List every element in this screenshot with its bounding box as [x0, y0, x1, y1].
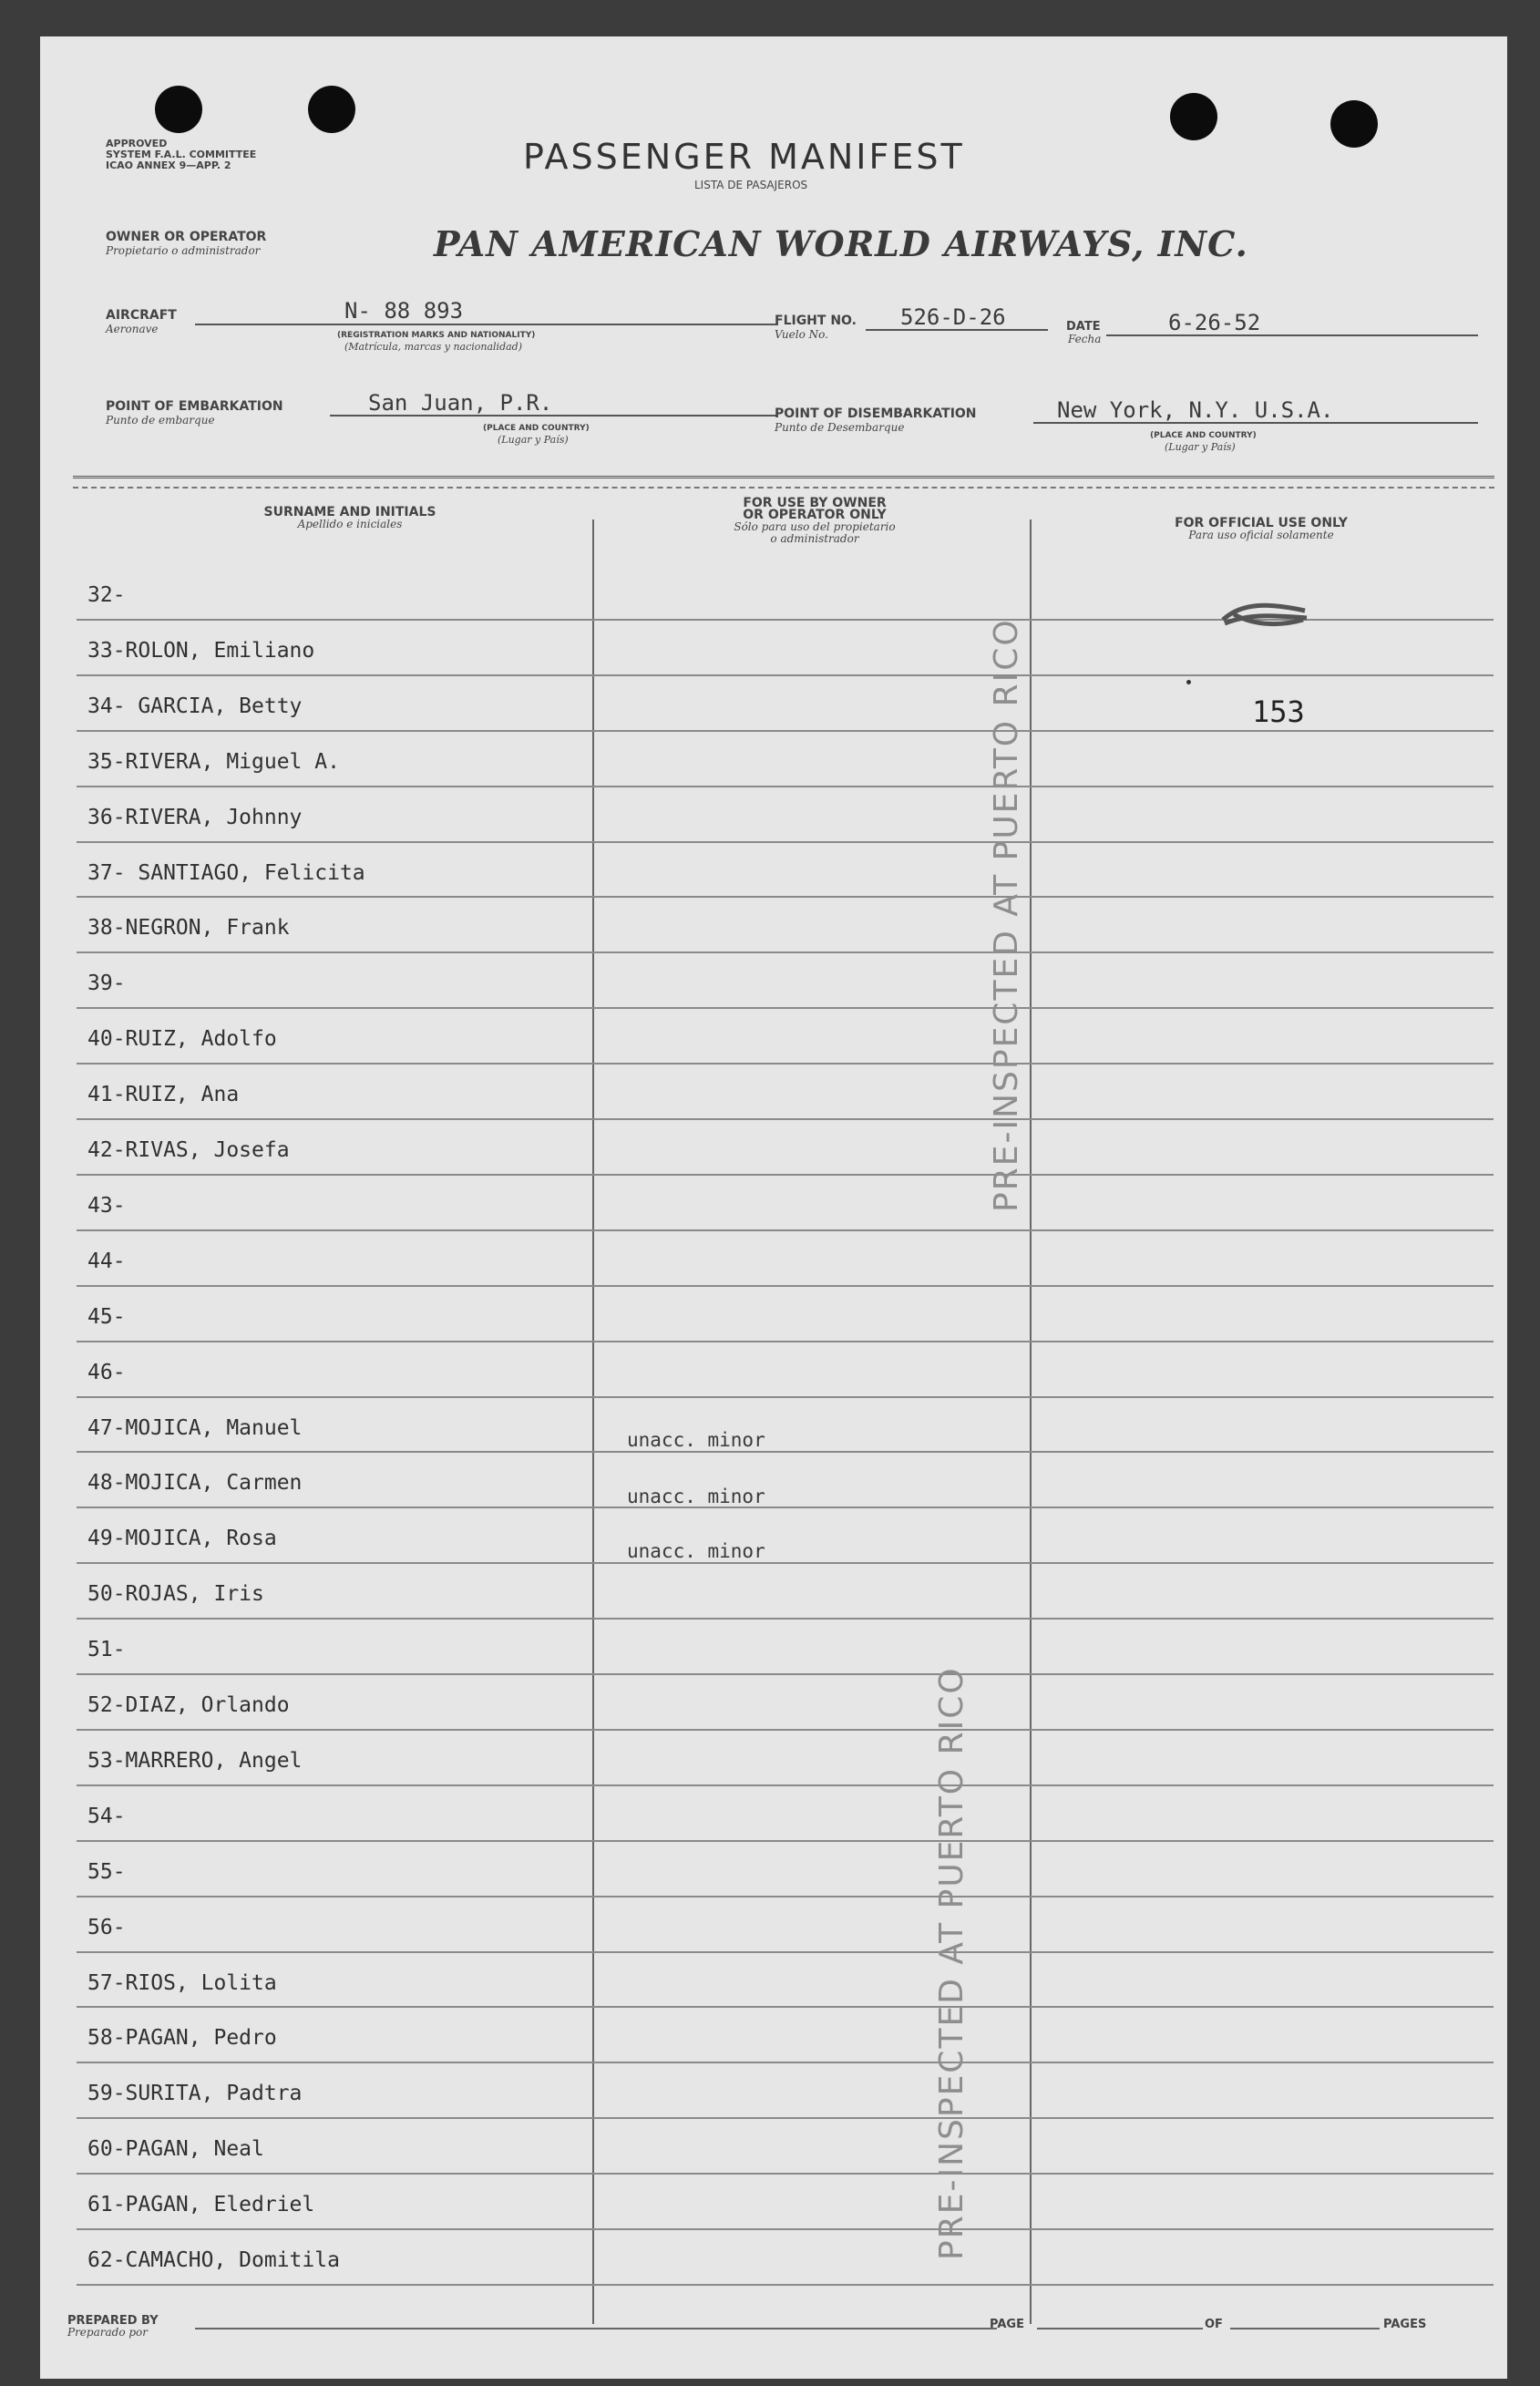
passenger-name: MOJICA, Rosa: [125, 1527, 277, 1551]
row-number: 38-: [87, 916, 126, 941]
page-title-es: LISTA DE PASAJEROS: [694, 179, 808, 191]
passenger-name: RUIZ, Adolfo: [125, 1027, 277, 1052]
passenger-row: [87, 916, 290, 940]
row-number: 62-: [87, 2248, 126, 2272]
embarkation-label: POINT OF EMBARKATION: [106, 399, 283, 414]
surname-header-es: Apellido e iniciales: [297, 518, 403, 530]
owner-use-header-1: FOR USE BY OWNER: [743, 496, 887, 510]
official-header-en: FOR OFFICIAL USE ONLY: [1175, 516, 1348, 530]
row-number: 44-: [87, 1249, 126, 1273]
owner-use-header-4: o administrador: [770, 532, 859, 545]
row-number: 52-: [87, 1693, 126, 1717]
passenger-row: [87, 806, 302, 829]
passenger-name: CAMACHO, Domitila: [125, 2248, 340, 2272]
row-divider: [77, 2117, 1494, 2119]
disembarkation-label-es: Punto de Desembarque: [775, 421, 905, 434]
date-label: DATE: [1066, 320, 1101, 334]
aircraft-label-es: Aeronave: [106, 323, 159, 335]
passenger-name: MOJICA, Manuel: [125, 1415, 303, 1440]
punch-hole: [155, 86, 202, 133]
passenger-row: [87, 1916, 126, 1939]
row-number: 60-: [87, 2137, 126, 2162]
row-number: 34-: [87, 694, 126, 718]
passenger-row: [87, 2026, 277, 2050]
passenger-row: [87, 694, 302, 718]
owner-use-header-2: OR OPERATOR ONLY: [743, 508, 887, 522]
pages-label: PAGES: [1383, 2318, 1427, 2331]
official-header-es: Para uso oficial solamente: [1188, 529, 1334, 541]
passenger-row: [87, 1305, 126, 1329]
official-count: 153: [1252, 694, 1305, 729]
row-number: 41-: [87, 1083, 126, 1107]
row-number: 43-: [87, 1193, 126, 1218]
row-divider: [77, 2006, 1494, 2008]
row-number: 57-: [87, 1970, 126, 1995]
column-divider: [592, 519, 594, 2324]
row-divider: [77, 1063, 1494, 1064]
row-divider: [77, 1007, 1494, 1009]
passenger-row: [87, 2137, 264, 2161]
prepared-by-line: [195, 2328, 997, 2329]
row-divider: [77, 1341, 1494, 1342]
passenger-row: [87, 1361, 126, 1384]
approval-line-1: APPROVED: [106, 138, 168, 149]
passenger-row: [87, 2082, 302, 2105]
row-divider: [77, 2062, 1494, 2063]
passenger-row: [87, 1471, 302, 1495]
aircraft-registration: N- 88 893: [344, 298, 464, 324]
passenger-name: RUIZ, Ana: [125, 1083, 240, 1107]
official-scribble: [1216, 592, 1316, 638]
row-divider: [77, 1174, 1494, 1176]
row-divider: [77, 1562, 1494, 1564]
operator-note: unacc. minor: [627, 1486, 765, 1507]
date-label-es: Fecha: [1068, 333, 1102, 345]
row-number: 50-: [87, 1582, 126, 1607]
row-divider: [77, 1507, 1494, 1508]
owner-label: OWNER OR OPERATOR: [106, 230, 267, 244]
row-divider: [77, 786, 1494, 787]
operator-note: unacc. minor: [627, 1429, 765, 1451]
row-divider: [77, 1840, 1494, 1842]
row-number: 56-: [87, 1915, 126, 1939]
flight-label-es: Vuelo No.: [775, 328, 828, 341]
page-label: PAGE: [990, 2318, 1024, 2331]
embarkation-sub-1: (PLACE AND COUNTRY): [483, 424, 590, 433]
row-number: 47-: [87, 1415, 126, 1440]
header-separator: [73, 476, 1494, 478]
passenger-row: [87, 1805, 126, 1828]
row-divider: [77, 674, 1494, 676]
passenger-row: [87, 1638, 126, 1661]
embarkation-sub-2: (Lugar y País): [498, 434, 569, 446]
row-divider: [77, 1229, 1494, 1231]
punch-hole: [1330, 100, 1378, 148]
header-separator-2: [73, 487, 1494, 489]
row-number: 40-: [87, 1027, 126, 1052]
page-line: [1037, 2328, 1203, 2329]
aircraft-label: AIRCRAFT: [106, 308, 177, 323]
passenger-name: RIVERA, Miguel A.: [125, 749, 340, 774]
punch-hole: [308, 86, 355, 133]
row-number: 53-: [87, 1748, 126, 1773]
passenger-row: [87, 1138, 290, 1162]
surname-column-header: [131, 507, 569, 530]
row-number: 59-: [87, 2082, 126, 2106]
passenger-name: RIOS, Lolita: [125, 1970, 277, 1995]
row-number: 54-: [87, 1804, 126, 1828]
row-divider: [77, 951, 1494, 953]
row-divider: [77, 1285, 1494, 1287]
approval-block: [106, 139, 256, 171]
dot-mark: [1186, 680, 1191, 684]
flight-date: 6-26-52: [1168, 310, 1261, 335]
prepared-by-label: PREPARED BY: [67, 2314, 159, 2328]
passenger-row: [87, 1693, 290, 1717]
approval-line-3: ICAO ANNEX 9—APP. 2: [106, 159, 231, 171]
surname-header-en: SURNAME AND INITIALS: [263, 505, 436, 519]
row-divider: [77, 1396, 1494, 1398]
passenger-row: [87, 1582, 264, 1606]
row-divider: [77, 841, 1494, 843]
operator-name: PAN AMERICAN WORLD AIRWAYS, INC.: [434, 223, 1248, 264]
row-number: 55-: [87, 1859, 126, 1884]
passenger-row: [87, 1194, 126, 1218]
row-number: 51-: [87, 1638, 126, 1662]
aircraft-underline: [195, 324, 778, 325]
passenger-name: SANTIAGO, Felicita: [125, 860, 365, 885]
disembarkation-sub-1: (PLACE AND COUNTRY): [1150, 431, 1257, 440]
row-divider: [77, 1951, 1494, 1953]
flight-number: 526-D-26: [900, 304, 1006, 330]
passenger-name: DIAZ, Orlando: [125, 1693, 290, 1717]
punch-hole: [1170, 93, 1217, 140]
row-divider: [77, 2228, 1494, 2230]
row-divider: [77, 1896, 1494, 1897]
row-number: 33-: [87, 638, 126, 663]
row-number: 46-: [87, 1360, 126, 1384]
passenger-row: [87, 1860, 126, 1884]
preinspection-stamp: PRE-INSPECTED AT PUERTO RICO: [988, 618, 1025, 1212]
passenger-row: [87, 972, 126, 995]
passenger-row: [87, 1027, 277, 1051]
approval-line-2: SYSTEM F.A.L. COMMITTEE: [106, 149, 257, 160]
row-divider: [77, 1451, 1494, 1453]
passenger-row: [87, 639, 314, 663]
passenger-name: ROJAS, Iris: [125, 1582, 264, 1607]
passenger-name: PAGAN, Pedro: [125, 2026, 277, 2051]
passenger-row: [87, 1416, 302, 1440]
passenger-row: [87, 1749, 302, 1773]
passenger-name: RIVERA, Johnny: [125, 805, 303, 829]
row-divider: [77, 730, 1494, 732]
passenger-row: [87, 1527, 277, 1550]
operator-note: unacc. minor: [627, 1540, 765, 1562]
passenger-name: MARRERO, Angel: [125, 1748, 303, 1773]
passenger-name: GARCIA, Betty: [125, 694, 303, 718]
passenger-row: [87, 583, 126, 607]
row-number: 58-: [87, 2026, 126, 2051]
manifest-sheet: [40, 36, 1507, 2379]
prepared-by-label-es: Preparado por: [67, 2326, 149, 2339]
row-number: 45-: [87, 1304, 126, 1329]
row-number: 32-: [87, 583, 126, 607]
disembarkation-label: POINT OF DISEMBARKATION: [775, 406, 977, 421]
official-column-header: [1042, 518, 1480, 541]
row-number: 42-: [87, 1138, 126, 1162]
passenger-row: [87, 2248, 340, 2272]
owner-label-es: Propietario o administrador: [106, 244, 261, 257]
of-line: [1230, 2328, 1380, 2329]
row-number: 35-: [87, 749, 126, 774]
row-divider: [77, 2284, 1494, 2286]
passenger-row: [87, 2193, 314, 2216]
passenger-row: [87, 1971, 277, 1995]
passenger-name: PAGAN, Neal: [125, 2137, 264, 2162]
row-divider: [77, 1673, 1494, 1675]
passenger-row: [87, 1083, 239, 1106]
disembarkation-place: New York, N.Y. U.S.A.: [1057, 397, 1334, 423]
passenger-row: [87, 861, 365, 885]
embarkation-label-es: Punto de embarque: [106, 414, 215, 427]
of-label: OF: [1205, 2318, 1223, 2331]
embarkation-place: San Juan, P.R.: [368, 390, 553, 416]
row-divider: [77, 2173, 1494, 2175]
row-divider: [77, 1618, 1494, 1620]
passenger-name: PAGAN, Eledriel: [125, 2193, 315, 2217]
passenger-name: MOJICA, Carmen: [125, 1471, 303, 1496]
row-number: 37-: [87, 860, 126, 885]
passenger-row: [87, 750, 340, 774]
column-divider: [1030, 519, 1032, 2324]
date-underline: [1106, 334, 1478, 336]
row-number: 61-: [87, 2193, 126, 2217]
row-divider: [77, 1784, 1494, 1786]
row-number: 39-: [87, 972, 126, 996]
owner-use-header-3: Sólo para uso del propietario: [734, 520, 896, 533]
disembarkation-sub-2: (Lugar y País): [1165, 441, 1236, 453]
owner-use-column-header: [605, 498, 1024, 545]
aircraft-sub-2: (Matrícula, marcas y nacionalidad): [344, 341, 522, 353]
row-divider: [77, 1118, 1494, 1120]
aircraft-sub-1: (REGISTRATION MARKS AND NATIONALITY): [337, 331, 536, 340]
passenger-row: [87, 1250, 126, 1273]
preinspection-stamp: PRE-INSPECTED AT PUERTO RICO: [933, 1666, 970, 2260]
passenger-name: ROLON, Emiliano: [125, 638, 315, 663]
flight-label: FLIGHT NO.: [775, 314, 857, 328]
row-divider: [77, 1729, 1494, 1731]
row-divider: [77, 896, 1494, 898]
row-number: 48-: [87, 1471, 126, 1496]
passenger-name: SURITA, Padtra: [125, 2082, 303, 2106]
passenger-name: NEGRON, Frank: [125, 916, 290, 941]
row-number: 49-: [87, 1527, 126, 1551]
passenger-name: RIVAS, Josefa: [125, 1138, 290, 1162]
page-title: PASSENGER MANIFEST: [523, 137, 965, 177]
row-number: 36-: [87, 805, 126, 829]
